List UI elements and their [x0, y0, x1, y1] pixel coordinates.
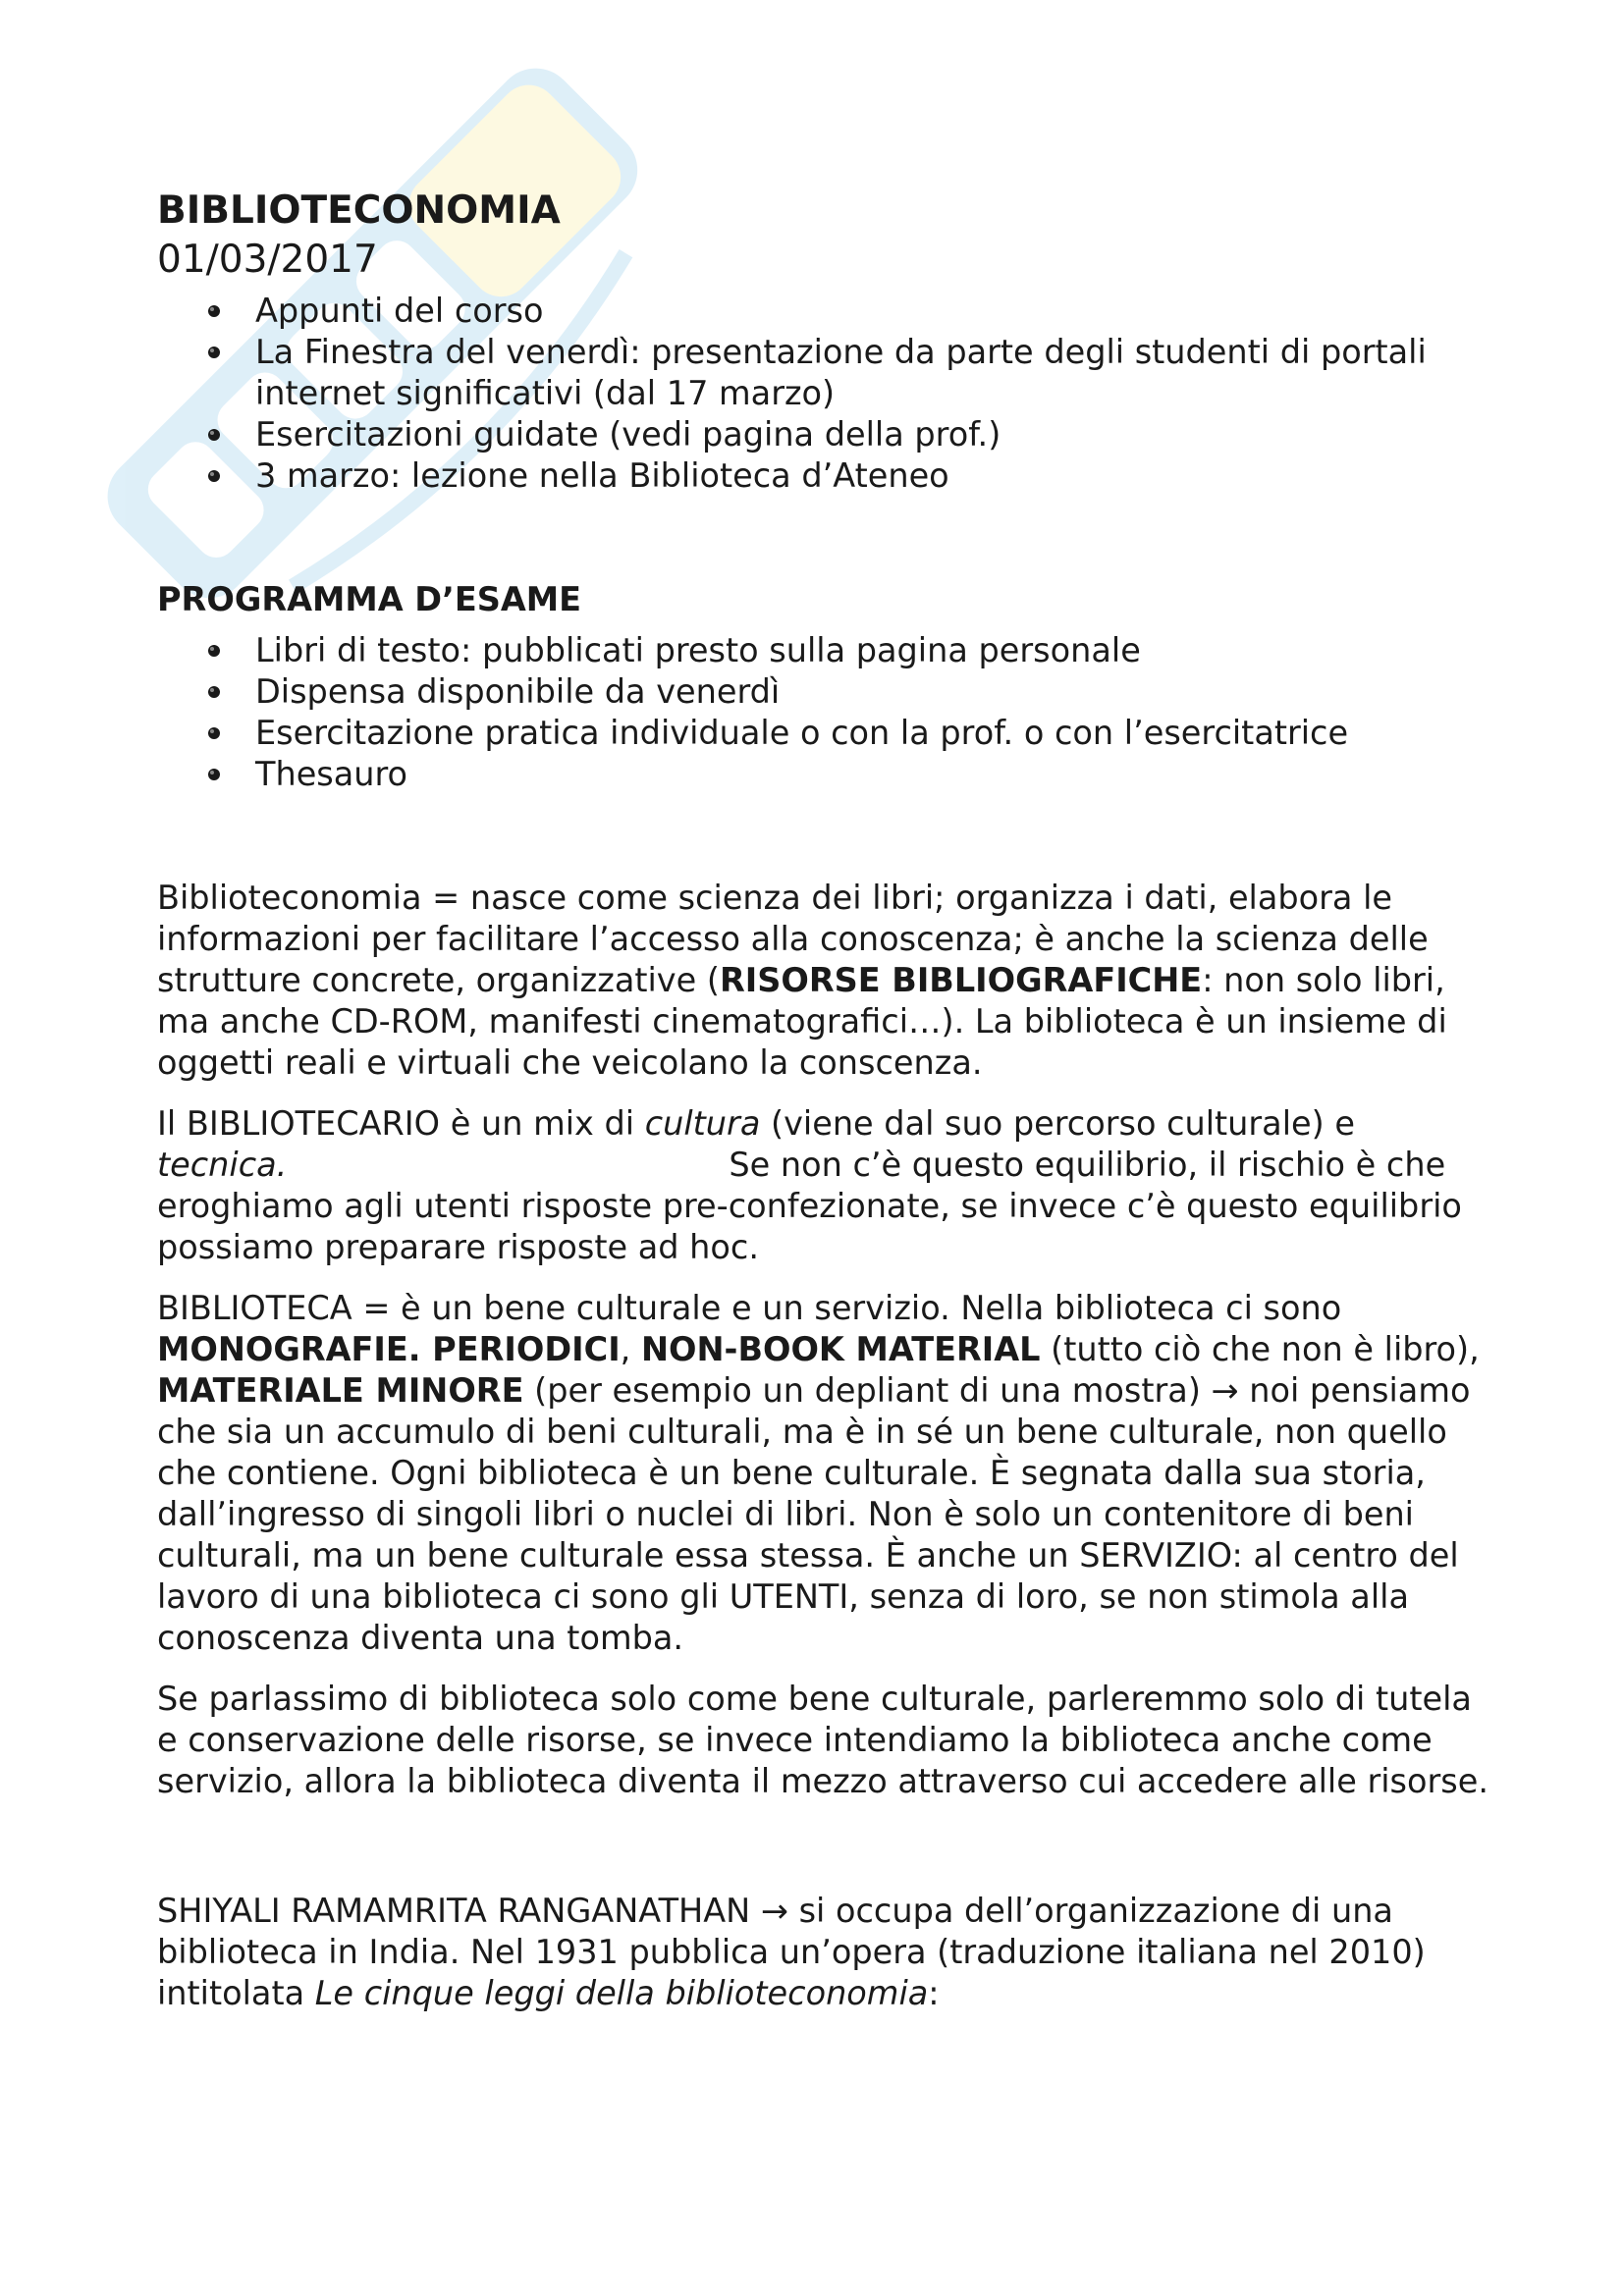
bullet-icon	[204, 765, 224, 784]
text-run: BIBLIOTECA = è un bene culturale e un servizio. Nella biblioteca ci sono	[157, 1289, 1342, 1327]
text-run: (per esempio un depliant di una mostra) → noi pensiamo che sia un accumulo di beni culturali, ma è in sé un bene culturale, non quello che contiene. Ogni biblioteca è un bene culturale. È segnata dalla sua storia, dall’ingresso di singoli libri o nuclei di libri. Non è solo un contenitore di beni culturali, ma un bene culturale essa stessa. È anche un SERVIZIO: al centro del lavoro di una biblioteca ci sono gli UTENTI, senza di loro, se non stimola alla conoscenza diventa una tomba.	[157, 1371, 1471, 1657]
programma-list	[157, 630, 1492, 795]
bullet-icon	[204, 343, 224, 362]
bullet-icon	[204, 425, 224, 445]
document-title: BIBLIOTECONOMIA	[157, 188, 561, 233]
bullet-icon	[204, 641, 224, 661]
text-run: (viene dal suo percorso culturale) e	[760, 1104, 1355, 1143]
bold-term: NON-BOOK MATERIAL	[640, 1330, 1041, 1368]
italic-title: Le cinque leggi della biblioteconomia	[314, 1974, 929, 2012]
bold-term: MATERIALE MINORE	[157, 1371, 524, 1410]
section-title-programma: PROGRAMMA D’ESAME	[157, 580, 581, 618]
list-item	[255, 754, 1492, 795]
bullet-icon	[204, 466, 224, 486]
text-run: Il BIBLIOTECARIO è un mix di	[157, 1104, 645, 1143]
paragraph-bibliotecario	[157, 1103, 1492, 1268]
list-item-text: La Finestra del venerdì: presentazione da parte degli studenti di portali internet significativi (dal 17 marzo)	[255, 333, 1427, 412]
list-item-text: Libri di testo: pubblicati presto sulla pagina personale	[255, 631, 1141, 669]
list-item-text: Dispensa disponibile da venerdì	[255, 672, 781, 711]
list-item-text: Thesauro	[255, 755, 408, 793]
list-item	[255, 332, 1492, 414]
text-run: :	[928, 1974, 940, 2012]
bold-term: MONOGRAFIE	[157, 1330, 408, 1368]
list-item-text: Appunti del corso	[255, 292, 544, 330]
bold-term: PERIODICI	[432, 1330, 621, 1368]
document-date: 01/03/2017	[157, 238, 378, 282]
italic-term: tecnica.	[157, 1146, 288, 1184]
paragraph-ranganathan	[157, 1891, 1492, 2014]
intro-list	[157, 291, 1492, 497]
paragraph-biblioteca	[157, 1288, 1492, 1659]
paragraph-biblioteconomia	[157, 878, 1492, 1084]
text-run: (tutto ciò che non è libro),	[1040, 1330, 1480, 1368]
list-item-text: Esercitazione pratica individuale o con la prof. o con l’esercitatrice	[255, 714, 1349, 752]
text-run: .	[407, 1330, 433, 1368]
text-run: Biblioteconomia = nasce come scienza dei libri; organizza i dati, elabora le informazioni per facilitare l’accesso alla conoscenza; è anche la scienza delle strutture concrete, organizzative (	[157, 879, 1429, 999]
list-item	[255, 291, 1492, 332]
text-run: SHIYALI RAMAMRITA RANGANATHAN → si occupa dell’organizzazione di una biblioteca in India. Nel 1931 pubblica un’opera (traduzione italiana nel 2010) intitolata	[157, 1892, 1426, 2012]
italic-term: cultura	[644, 1104, 761, 1143]
list-item	[255, 671, 1492, 713]
bullet-icon	[204, 301, 224, 321]
list-item	[255, 455, 1492, 497]
list-item	[255, 630, 1492, 671]
paragraph-servizio: Se parlassimo di biblioteca solo come bene culturale, parleremmo solo di tutela e conservazione delle risorse, se invece intendiamo la biblioteca anche come servizio, allora la biblioteca diventa il mezzo attraverso cui accedere alle risorse.	[157, 1680, 1488, 1800]
list-item	[255, 414, 1492, 455]
text-run: ,	[620, 1330, 641, 1368]
bullet-icon	[204, 682, 224, 702]
text-run: Se non c’è questo equilibrio, il rischio è che eroghiamo agli utenti risposte pre-confezionate, se invece c’è questo equilibrio possiamo preparare risposte ad hoc.	[157, 1146, 1462, 1266]
list-item-text: Esercitazioni guidate (vedi pagina della prof.)	[255, 415, 1001, 454]
text-run: : non solo libri, ma anche CD-ROM, manifesti cinematografici…). La biblioteca è un insieme di oggetti reali e virtuali che veicolano la conscenza.	[157, 961, 1447, 1082]
bullet-icon	[204, 723, 224, 743]
list-item-text: 3 marzo: lezione nella Biblioteca d’Ateneo	[255, 456, 949, 495]
document-page	[157, 187, 1492, 2034]
list-item	[255, 713, 1492, 754]
bold-term: RISORSE BIBLIOGRAFICHE	[719, 961, 1203, 999]
